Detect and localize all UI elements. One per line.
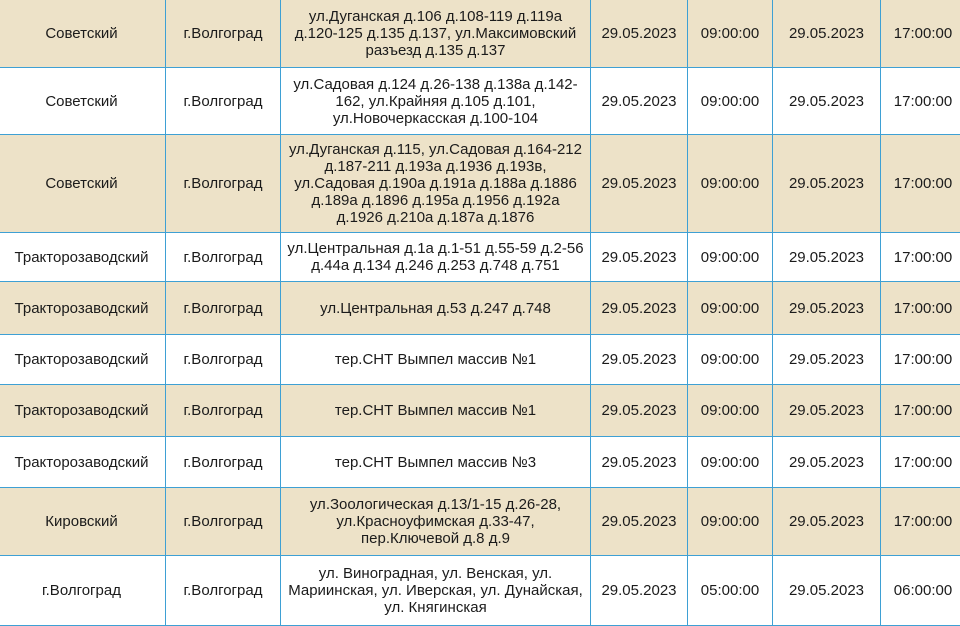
- address-cell: ул.Центральная д.1а д.1-51 д.55-59 д.2-56 д.44а д.134 д.246 д.253 д.748 д.751: [281, 233, 591, 282]
- start-time-cell: 09:00:00: [688, 233, 773, 282]
- city-cell: г.Волгоград: [166, 0, 281, 68]
- start-date-cell: 29.05.2023: [591, 385, 688, 437]
- end-time-cell: 17:00:00: [881, 282, 960, 335]
- start-time-cell: 09:00:00: [688, 385, 773, 437]
- city-cell: г.Волгоград: [166, 282, 281, 335]
- address-cell: тер.СНТ Вымпел массив №1: [281, 385, 591, 437]
- start-date-cell: 29.05.2023: [591, 437, 688, 488]
- address-cell: тер.СНТ Вымпел массив №1: [281, 335, 591, 385]
- start-time-cell: 09:00:00: [688, 135, 773, 233]
- table-row: [0, 488, 960, 556]
- address-cell: ул.Центральная д.53 д.247 д.748: [281, 282, 591, 335]
- start-date-cell: 29.05.2023: [591, 68, 688, 135]
- start-time-cell: 09:00:00: [688, 282, 773, 335]
- end-time-cell: 17:00:00: [881, 335, 960, 385]
- start-time-cell: 09:00:00: [688, 0, 773, 68]
- table-row: [0, 437, 960, 488]
- start-time-cell: 09:00:00: [688, 488, 773, 556]
- end-date-cell: 29.05.2023: [773, 282, 881, 335]
- address-cell: ул. Виноградная, ул. Венская, ул. Мариинская, ул. Иверская, ул. Дунайская, ул. Княгинская: [281, 556, 591, 626]
- end-time-cell: 17:00:00: [881, 385, 960, 437]
- address-cell: ул.Дуганская д.106 д.108-119 д.119а д.120-125 д.135 д.137, ул.Максимовский разъезд д.135 д.137: [281, 0, 591, 68]
- district-cell: Кировский: [0, 488, 166, 556]
- district-cell: г.Волгоград: [0, 556, 166, 626]
- table-row: [0, 282, 960, 335]
- city-cell: г.Волгоград: [166, 488, 281, 556]
- end-date-cell: 29.05.2023: [773, 437, 881, 488]
- table-row: [0, 0, 960, 68]
- address-cell: ул.Дуганская д.115, ул.Садовая д.164-212 д.187-211 д.193а д.1936 д.193в, ул.Садовая д.190а д.191а д.188а д.1886 д.189а д.1896 д.195а д.1956 д.192а д.1926 д.210а д.187а д.1876: [281, 135, 591, 233]
- end-date-cell: 29.05.2023: [773, 0, 881, 68]
- start-time-cell: 05:00:00: [688, 556, 773, 626]
- start-date-cell: 29.05.2023: [591, 488, 688, 556]
- start-date-cell: 29.05.2023: [591, 282, 688, 335]
- table-row: [0, 68, 960, 135]
- end-time-cell: 17:00:00: [881, 0, 960, 68]
- start-time-cell: 09:00:00: [688, 68, 773, 135]
- end-time-cell: 17:00:00: [881, 68, 960, 135]
- start-time-cell: 09:00:00: [688, 335, 773, 385]
- city-cell: г.Волгоград: [166, 135, 281, 233]
- city-cell: г.Волгоград: [166, 233, 281, 282]
- district-cell: Тракторозаводский: [0, 385, 166, 437]
- end-time-cell: 17:00:00: [881, 135, 960, 233]
- end-time-cell: 17:00:00: [881, 233, 960, 282]
- end-date-cell: 29.05.2023: [773, 233, 881, 282]
- end-date-cell: 29.05.2023: [773, 335, 881, 385]
- district-cell: Тракторозаводский: [0, 233, 166, 282]
- city-cell: г.Волгоград: [166, 437, 281, 488]
- end-date-cell: 29.05.2023: [773, 135, 881, 233]
- district-cell: Советский: [0, 135, 166, 233]
- table-row: [0, 385, 960, 437]
- table-row: [0, 233, 960, 282]
- end-date-cell: 29.05.2023: [773, 68, 881, 135]
- start-date-cell: 29.05.2023: [591, 556, 688, 626]
- district-cell: Советский: [0, 0, 166, 68]
- city-cell: г.Волгоград: [166, 556, 281, 626]
- address-cell: ул.Зоологическая д.13/1-15 д.26-28, ул.Красноуфимская д.33-47, пер.Ключевой д.8 д.9: [281, 488, 591, 556]
- start-time-cell: 09:00:00: [688, 437, 773, 488]
- address-cell: тер.СНТ Вымпел массив №3: [281, 437, 591, 488]
- table-row: [0, 556, 960, 626]
- city-cell: г.Волгоград: [166, 68, 281, 135]
- start-date-cell: 29.05.2023: [591, 335, 688, 385]
- city-cell: г.Волгоград: [166, 335, 281, 385]
- district-cell: Тракторозаводский: [0, 335, 166, 385]
- end-time-cell: 06:00:00: [881, 556, 960, 626]
- end-time-cell: 17:00:00: [881, 437, 960, 488]
- end-date-cell: 29.05.2023: [773, 488, 881, 556]
- city-cell: г.Волгоград: [166, 385, 281, 437]
- start-date-cell: 29.05.2023: [591, 233, 688, 282]
- end-date-cell: 29.05.2023: [773, 556, 881, 626]
- district-cell: Тракторозаводский: [0, 282, 166, 335]
- end-date-cell: 29.05.2023: [773, 385, 881, 437]
- district-cell: Тракторозаводский: [0, 437, 166, 488]
- table-row: [0, 335, 960, 385]
- address-cell: ул.Садовая д.124 д.26-138 д.138а д.142-162, ул.Крайняя д.105 д.101, ул.Новочеркасская д.100-104: [281, 68, 591, 135]
- start-date-cell: 29.05.2023: [591, 135, 688, 233]
- end-time-cell: 17:00:00: [881, 488, 960, 556]
- district-cell: Советский: [0, 68, 166, 135]
- table-row: [0, 135, 960, 233]
- start-date-cell: 29.05.2023: [591, 0, 688, 68]
